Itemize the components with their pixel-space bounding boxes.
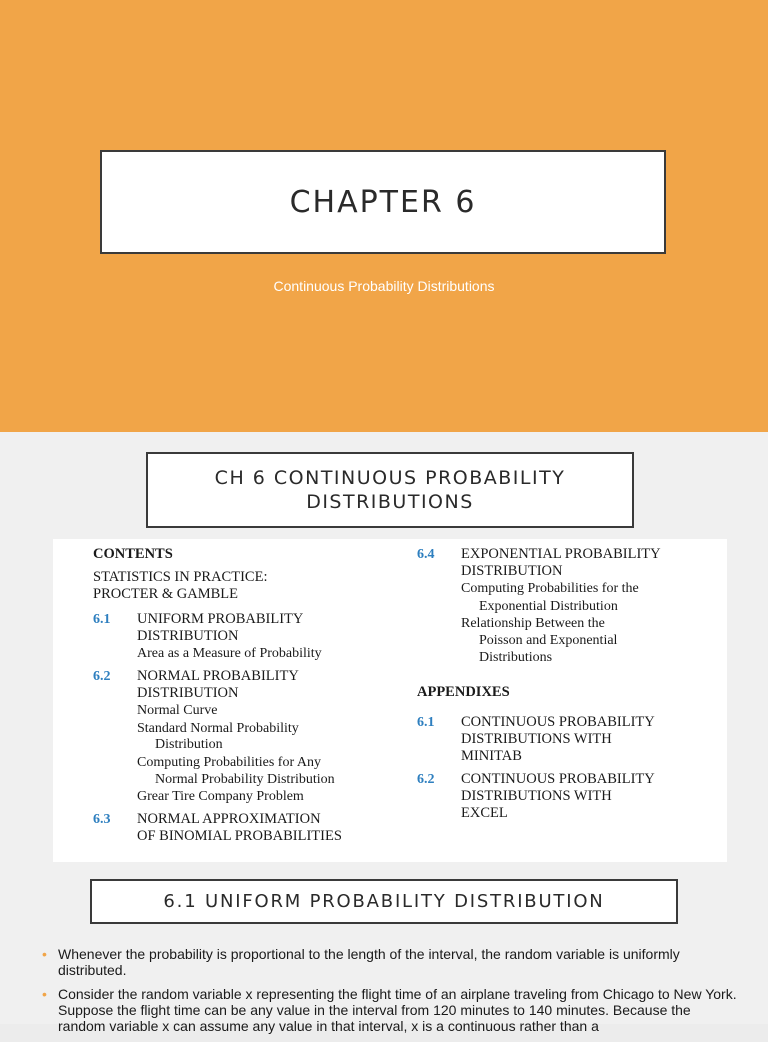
- contents-entry: DISTRIBUTION: [461, 563, 563, 579]
- contents-entry: Area as a Measure of Probability: [137, 646, 322, 661]
- contents-entry: PROCTER & GAMBLE: [93, 586, 239, 602]
- section-title: CONTINUOUS PROBABILITY: [461, 714, 655, 730]
- contents-entry: EXCEL: [461, 805, 508, 821]
- section-title: NORMAL PROBABILITY: [137, 668, 299, 684]
- section-title: CONTINUOUS PROBABILITY: [461, 771, 655, 787]
- contents-entry: Distributions: [479, 650, 553, 665]
- chapter-subtitle: Continuous Probability Distributions: [273, 278, 495, 294]
- contents-header-box: [146, 452, 634, 528]
- uniform-header-box: [90, 879, 678, 924]
- contents-entry: Exponential Distribution: [479, 599, 618, 614]
- contents-entry: STATISTICS IN PRACTICE:: [93, 569, 268, 585]
- section-number: 6.4: [417, 547, 435, 562]
- section-title: UNIFORM PROBABILITY: [137, 611, 304, 627]
- contents-entry: Standard Normal Probability: [137, 721, 299, 736]
- section-number: 6.1: [417, 715, 435, 730]
- section-number: 6.3: [93, 812, 111, 827]
- contents-heading: CONTENTS: [93, 546, 173, 562]
- contents-entry: MINITAB: [461, 748, 522, 764]
- section-title: EXPONENTIAL PROBABILITY: [461, 546, 661, 562]
- title-box: [100, 150, 666, 254]
- appendixes-heading: APPENDIXES: [417, 684, 510, 700]
- bullet-dot-icon: •: [42, 986, 47, 1002]
- title-slide: [0, 0, 768, 432]
- contents-entry: Normal Curve: [137, 703, 218, 718]
- bullet-list: [40, 946, 740, 1042]
- contents-entry: Relationship Between the: [461, 616, 605, 631]
- uniform-slide: [0, 864, 768, 1034]
- uniform-slide-title: 6.1 UNIFORM PROBABILITY DISTRIBUTION: [163, 891, 605, 912]
- section-number: 6.1: [93, 612, 111, 627]
- contents-slide-title: CH 6 CONTINUOUS PROBABILITY DISTRIBUTIONS: [214, 467, 566, 513]
- contents-image: [53, 539, 727, 862]
- contents-entry: DISTRIBUTION: [137, 685, 239, 701]
- contents-entry: Poisson and Exponential: [479, 633, 618, 648]
- contents-entry: DISTRIBUTIONS WITH: [461, 788, 612, 804]
- contents-slide: [0, 432, 768, 864]
- section-number: 6.2: [417, 772, 435, 787]
- bullet-item: [40, 946, 740, 978]
- bullet-text: Consider the random variable x representing the flight time of an airplane traveling from Chicago to New York. Suppose the flight time can be any value in the interval from 120 minutes to 140 minutes. Because the random variable x can assume any value in that interval, x is a continuous rather than a: [58, 986, 737, 1034]
- section-title: NORMAL APPROXIMATION: [137, 811, 321, 827]
- section-number: 6.2: [93, 669, 111, 684]
- bullet-text: Whenever the probability is proportional to the length of the interval, the random variable is uniformly distributed.: [58, 946, 680, 978]
- contents-entry: Computing Probabilities for the: [461, 581, 639, 596]
- contents-entry: DISTRIBUTIONS WITH: [461, 731, 612, 747]
- contents-entry: Normal Probability Distribution: [155, 772, 335, 787]
- bullet-dot-icon: •: [42, 946, 47, 962]
- contents-entry: Grear Tire Company Problem: [137, 789, 304, 804]
- chapter-title: CHAPTER 6: [289, 184, 477, 220]
- contents-entry: OF BINOMIAL PROBABILITIES: [137, 828, 342, 844]
- contents-entry: Distribution: [155, 737, 223, 752]
- contents-entry: DISTRIBUTION: [137, 628, 239, 644]
- contents-entry: Computing Probabilities for Any: [137, 755, 321, 770]
- bullet-item: [40, 986, 740, 1034]
